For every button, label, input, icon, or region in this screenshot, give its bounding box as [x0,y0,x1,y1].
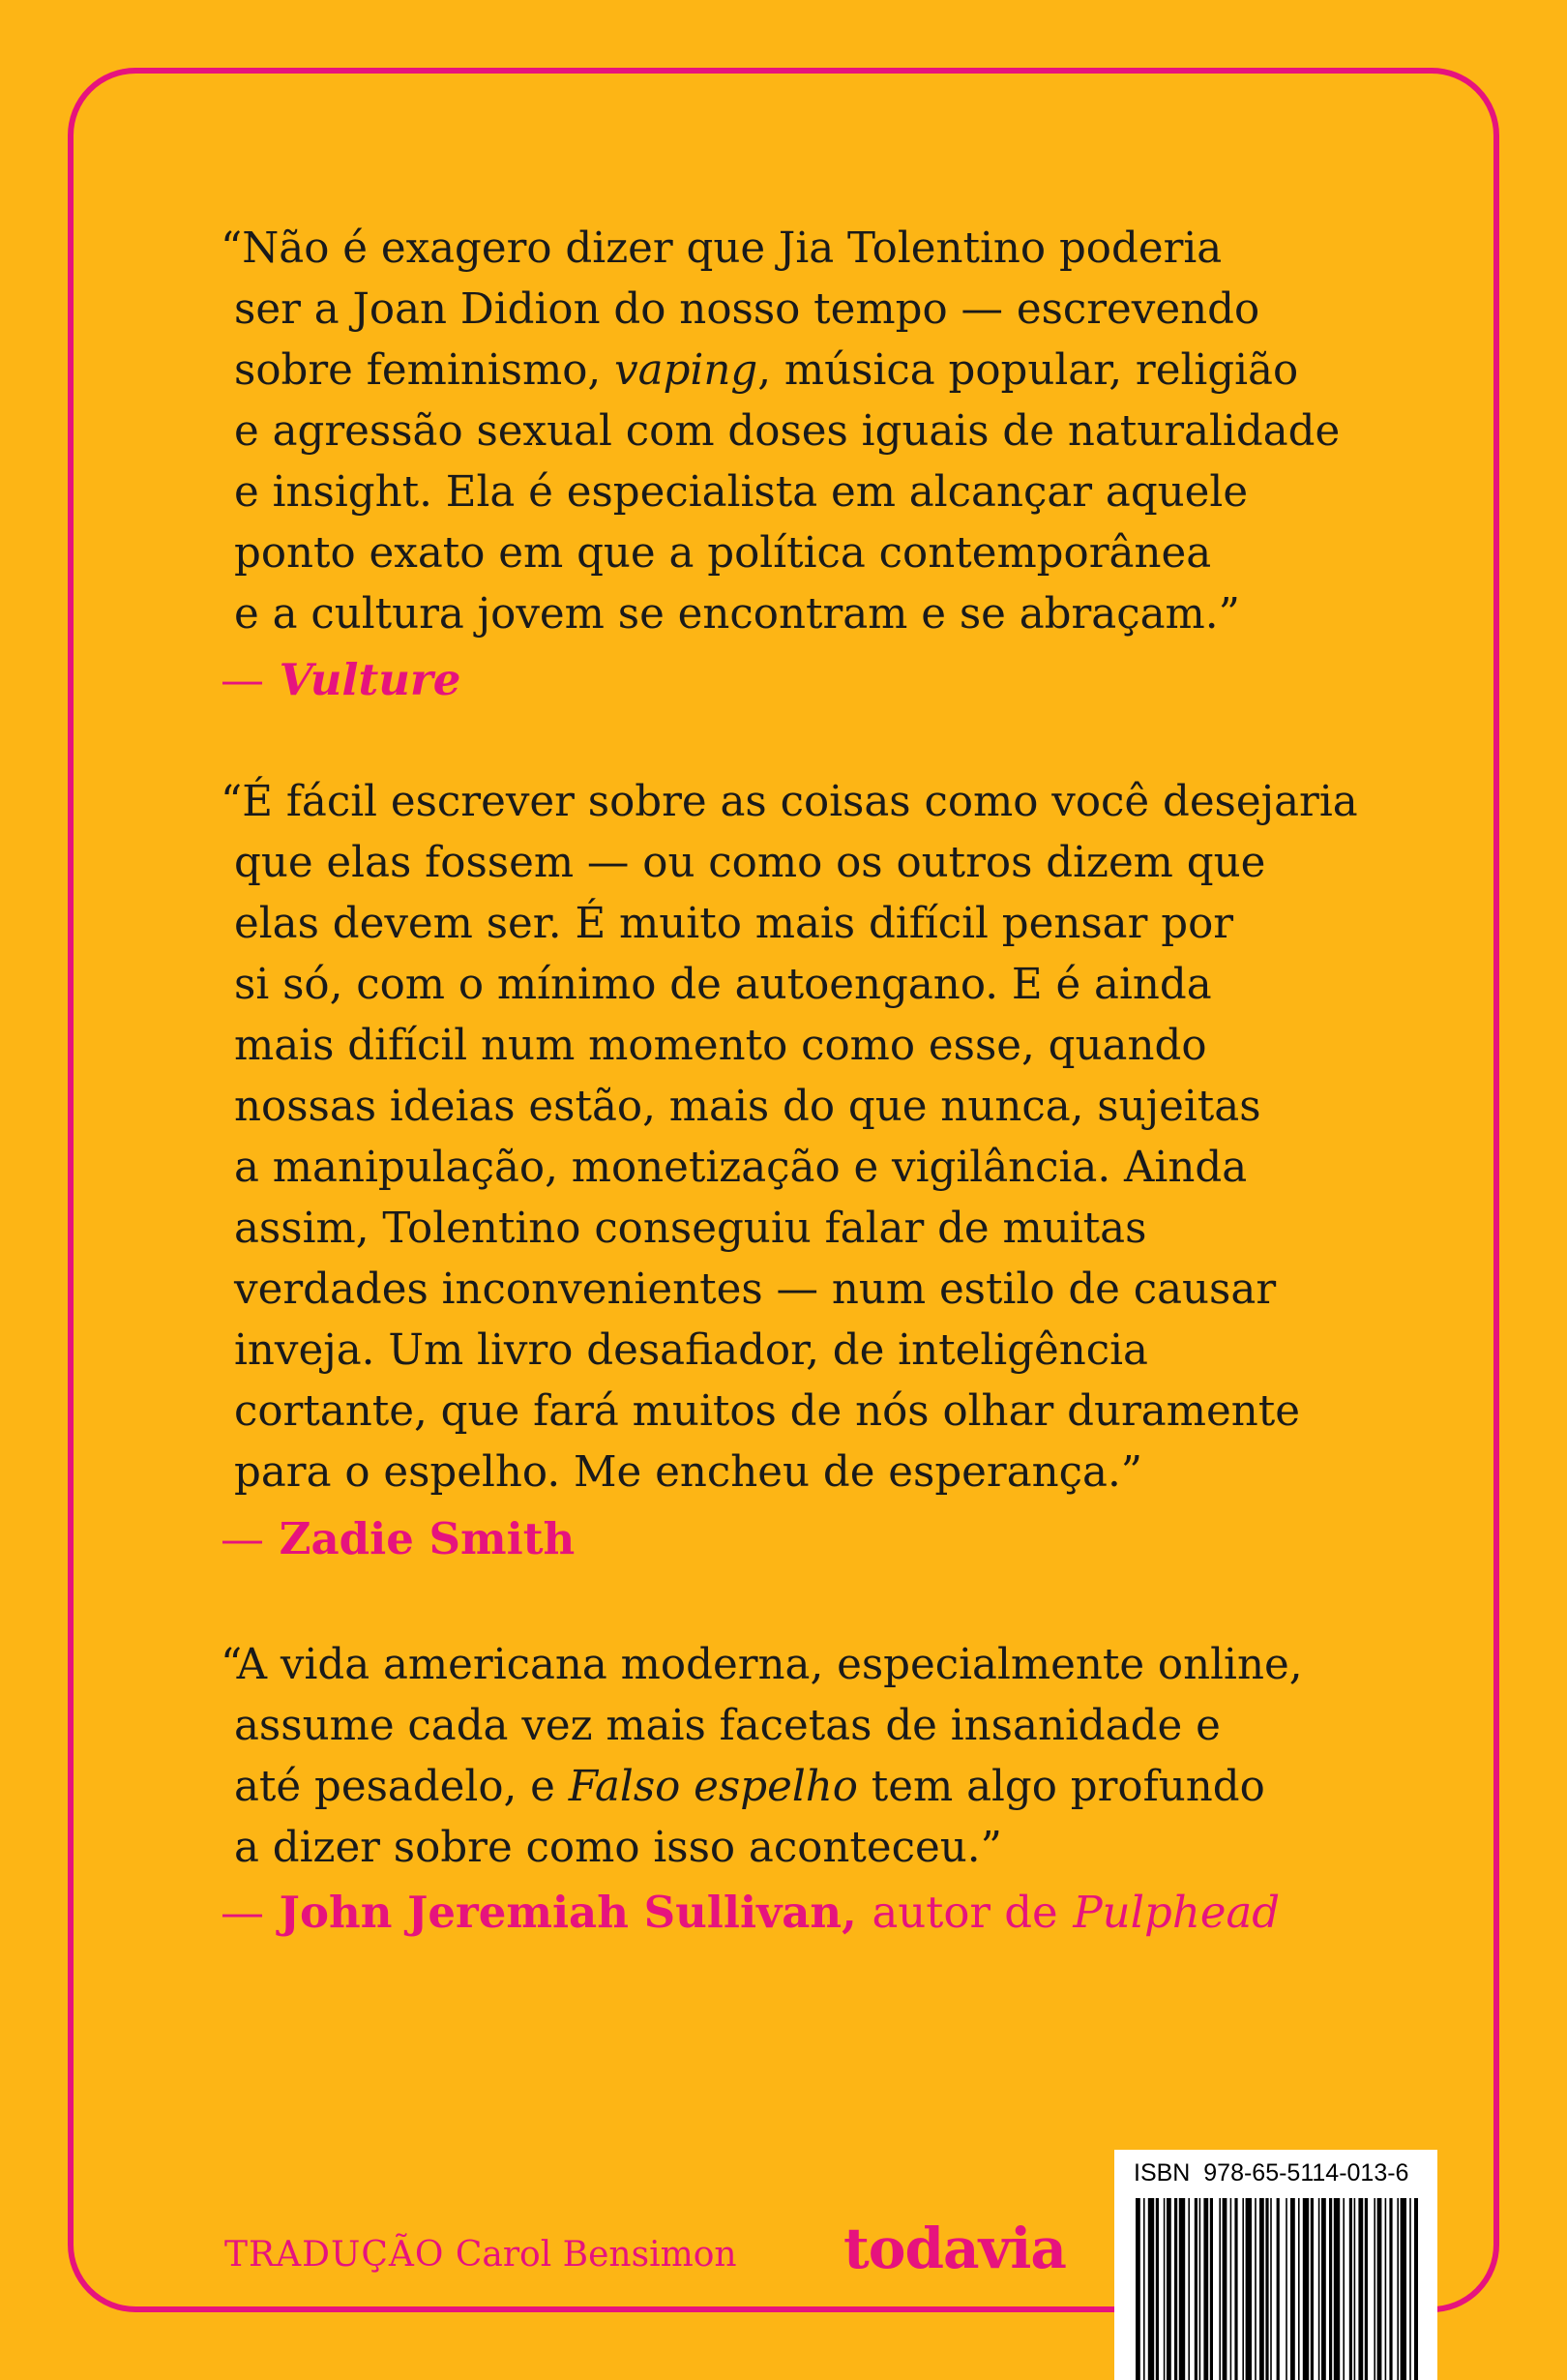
quote-vulture [221,219,1340,645]
quote-line-head: até pesadelo, e [234,1763,569,1811]
attribution-source: John Jeremiah Sullivan, [279,1887,857,1938]
quote-line: si só, com o mínimo de autoengano. E é ainda [234,961,1212,1009]
quote-line: “É fácil escrever sobre as coisas como você desejaria [221,778,1358,826]
quote-line: “Não é exagero dizer que Jia Tolentino poderia [221,224,1223,273]
quote-line: “A vida americana moderna, especialmente online, [221,1641,1303,1689]
barcode-icon [1136,2198,1418,2380]
quote-line [221,341,1340,402]
quote-line: nossas ideias estão, mais do que nunca, sujeitas [234,1083,1261,1131]
quote-line-tail: , música popular, religião [757,346,1299,395]
translator-name: Carol Bensimon [455,2235,737,2275]
isbn-label: ISBN [1134,2159,1191,2187]
attribution-source: Vulture [279,654,461,705]
quote-line-tail: tem algo profundo [857,1763,1265,1811]
quote-line: elas devem ser. É muito mais difícil pensar por [234,900,1234,948]
attribution-zadie-smith [221,1513,575,1564]
attribution-suffix: autor de [872,1887,1058,1938]
attribution-dash: — [221,1513,264,1564]
quote-line: verdades inconvenientes — num estilo de causar [234,1265,1277,1314]
attribution-vulture [221,654,460,705]
translation-label: TRADUÇÃO [224,2235,445,2275]
attribution-dash: — [221,1887,264,1938]
quote-zadie-smith [221,772,1358,1503]
quote-line: a dizer sobre como isso aconteceu.” [234,1824,1002,1872]
quote-line: e a cultura jovem se encontram e se abraçam.” [234,590,1240,639]
quote-line: a manipulação, monetização e vigilância. Ainda [234,1144,1248,1192]
attribution-john-jeremiah-sullivan [221,1887,1280,1938]
barcode-box [1114,2150,1437,2380]
publisher-logo: todavia [843,2216,1066,2281]
translation-credit [224,2235,737,2275]
quote-john-jeremiah-sullivan [221,1635,1303,1879]
quote-line: assume cada vez mais facetas de insanidade e [234,1702,1221,1750]
quote-line: que elas fossem — ou como os outros dizem que [234,839,1266,887]
quote-line: para o espelho. Me encheu de esperança.” [234,1448,1143,1497]
quote-line [221,1757,1303,1818]
attribution-book-title: Pulphead [1073,1887,1281,1938]
isbn-number: 978-65-5114-013-6 [1203,2159,1409,2187]
quote-line-head: sobre feminismo, [234,346,615,395]
quote-line: mais difícil num momento como esse, quando [234,1022,1207,1070]
quote-italic-word: vaping [614,346,758,395]
quote-line: e agressão sexual com doses iguais de naturalidade [234,407,1341,456]
isbn-text [1134,2159,1408,2187]
quote-italic-title: Falso espelho [568,1763,858,1811]
quote-line: inveja. Um livro desafiador, de inteligência [234,1326,1148,1375]
attribution-source: Zadie Smith [279,1513,576,1564]
quote-line: e insight. Ela é especialista em alcançar aquele [234,468,1249,517]
quote-line: assim, Tolentino conseguiu falar de muitas [234,1205,1147,1253]
quote-line: ser a Joan Didion do nosso tempo — escrevendo [234,285,1260,334]
quote-line: ponto exato em que a política contemporânea [234,529,1212,578]
quote-line: cortante, que fará muitos de nós olhar duramente [234,1387,1300,1436]
attribution-dash: — [221,654,264,705]
